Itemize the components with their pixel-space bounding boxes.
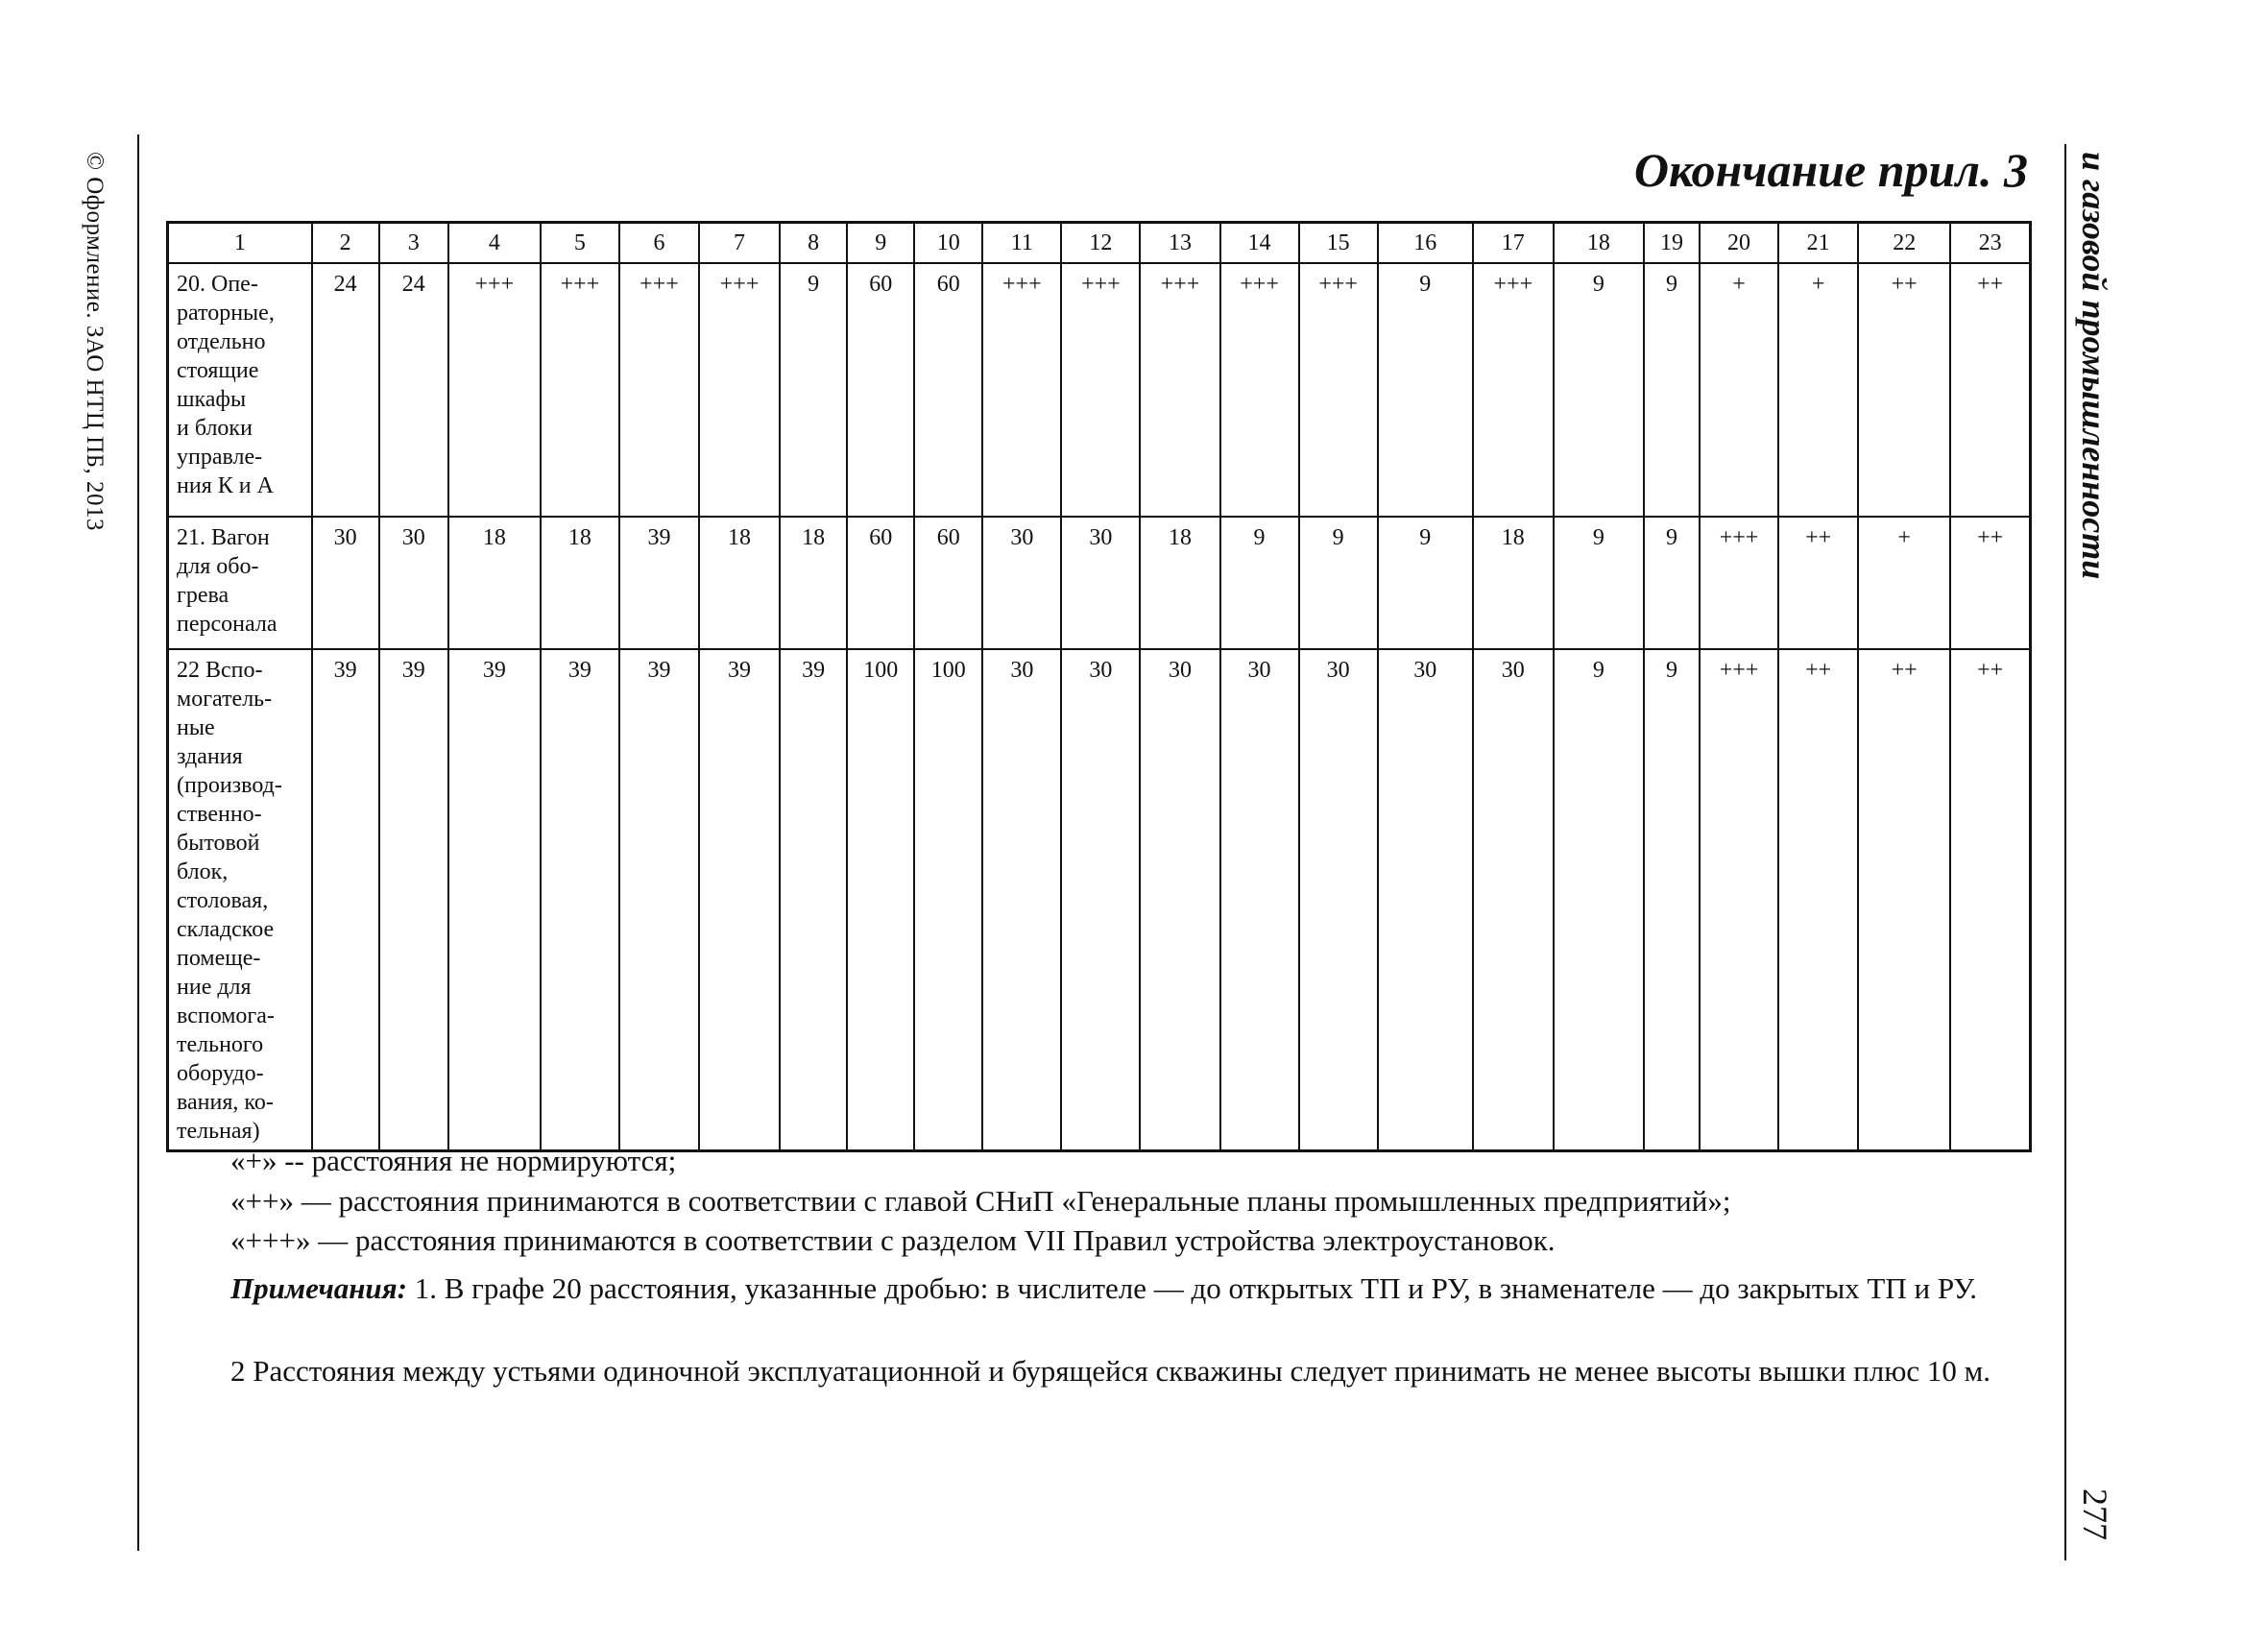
table-cell: +++ bbox=[1700, 649, 1778, 1151]
table-cell: 30 bbox=[1220, 649, 1299, 1151]
table-row bbox=[168, 263, 2031, 517]
table-cell: ++ bbox=[1778, 517, 1858, 649]
table-cell: 30 bbox=[1378, 649, 1473, 1151]
table-cell: 9 bbox=[1644, 649, 1700, 1151]
left-margin-rule bbox=[137, 134, 139, 1551]
copyright-notice: © Оформление. ЗАО НТЦ ПБ, 2013 bbox=[82, 152, 108, 532]
page-number: 277 bbox=[2076, 1488, 2114, 1540]
notes-heading: Примечания: bbox=[230, 1271, 407, 1305]
table-cell: 100 bbox=[847, 649, 914, 1151]
note-paragraph: 2 Расстояния между устьями одиночной эксплуатационной и бурящейся скважины следует принимать не менее высоты вышки плюс 10 м. bbox=[230, 1354, 1991, 1388]
table-cell: + bbox=[1700, 263, 1778, 517]
right-margin-rule bbox=[2064, 144, 2066, 1560]
column-header: 17 bbox=[1473, 223, 1554, 264]
note-text: 1. В графе 20 расстояния, указанные дробью: в числителе — до открытых ТП и РУ, в знаменателе — до закрытых ТП и РУ. bbox=[406, 1271, 1977, 1305]
table-cell: 9 bbox=[1554, 649, 1644, 1151]
section-title: Окончание прил. 3 bbox=[1633, 143, 2028, 197]
table-cell: 30 bbox=[1061, 649, 1140, 1151]
table-cell: 18 bbox=[1473, 517, 1554, 649]
column-header: 15 bbox=[1299, 223, 1378, 264]
table-cell: 24 bbox=[379, 263, 448, 517]
table-cell: +++ bbox=[448, 263, 541, 517]
table-cell: ++ bbox=[1950, 517, 2030, 649]
table-row bbox=[168, 517, 2031, 649]
table-cell: + bbox=[1858, 517, 1950, 649]
column-header: 4 bbox=[448, 223, 541, 264]
column-header: 2 bbox=[312, 223, 379, 264]
column-header: 20 bbox=[1700, 223, 1778, 264]
table-cell: 9 bbox=[780, 263, 847, 517]
table-cell: 30 bbox=[982, 517, 1061, 649]
table-cell: +++ bbox=[1061, 263, 1140, 517]
table-cell: 18 bbox=[541, 517, 619, 649]
table-cell: 30 bbox=[982, 649, 1061, 1151]
table-cell: 18 bbox=[1140, 517, 1219, 649]
table-cell: 39 bbox=[448, 649, 541, 1151]
table-cell: 9 bbox=[1299, 517, 1378, 649]
column-header: 22 bbox=[1858, 223, 1950, 264]
table-cell: +++ bbox=[1140, 263, 1219, 517]
table-cell: 9 bbox=[1554, 263, 1644, 517]
column-header: 23 bbox=[1950, 223, 2030, 264]
table-cell: 30 bbox=[379, 517, 448, 649]
table-cell: +++ bbox=[699, 263, 780, 517]
table-row bbox=[168, 649, 2031, 1151]
column-header: 3 bbox=[379, 223, 448, 264]
table-cell: 39 bbox=[541, 649, 619, 1151]
column-header: 6 bbox=[619, 223, 699, 264]
table-cell: +++ bbox=[1473, 263, 1554, 517]
column-header: 21 bbox=[1778, 223, 1858, 264]
note-paragraph bbox=[166, 1269, 2032, 1308]
column-header: 9 bbox=[847, 223, 914, 264]
table-cell: +++ bbox=[541, 263, 619, 517]
table-cell: 60 bbox=[847, 263, 914, 517]
legend-line: «+++» — расстояния принимаются в соответствии с разделом VII Правил устройства электроустановок. bbox=[230, 1223, 1556, 1257]
row-label: 22 Вспо- могатель- ные здания (производ- ственно- бытовой блок, столовая, складское помеще- ние для вспомога- тельного оборудо- вания, ко- тельная) bbox=[168, 649, 312, 1151]
table-cell: 39 bbox=[312, 649, 379, 1151]
table-cell: +++ bbox=[1299, 263, 1378, 517]
table-cell: 9 bbox=[1220, 517, 1299, 649]
table-cell: 39 bbox=[780, 649, 847, 1151]
column-header: 1 bbox=[168, 223, 312, 264]
table-cell: 18 bbox=[448, 517, 541, 649]
table-cell: ++ bbox=[1778, 649, 1858, 1151]
table-cell: +++ bbox=[1220, 263, 1299, 517]
column-header: 16 bbox=[1378, 223, 1473, 264]
running-head: и газовой промышленности bbox=[2075, 152, 2113, 580]
table-cell: ++ bbox=[1950, 263, 2030, 517]
table-cell: 30 bbox=[1061, 517, 1140, 649]
table-cell: 9 bbox=[1644, 263, 1700, 517]
table-cell: 30 bbox=[1140, 649, 1219, 1151]
column-header: 8 bbox=[780, 223, 847, 264]
table-cell: 100 bbox=[914, 649, 982, 1151]
column-header: 18 bbox=[1554, 223, 1644, 264]
table-cell: 39 bbox=[699, 649, 780, 1151]
table-cell: + bbox=[1778, 263, 1858, 517]
table-cell: 18 bbox=[699, 517, 780, 649]
table-cell: 39 bbox=[379, 649, 448, 1151]
table-cell: ++ bbox=[1858, 649, 1950, 1151]
table-cell: 30 bbox=[312, 517, 379, 649]
table-cell: 9 bbox=[1644, 517, 1700, 649]
table-cell: 9 bbox=[1378, 517, 1473, 649]
column-header: 12 bbox=[1061, 223, 1140, 264]
column-header: 19 bbox=[1644, 223, 1700, 264]
table-cell: ++ bbox=[1858, 263, 1950, 517]
column-header: 5 bbox=[541, 223, 619, 264]
column-header: 10 bbox=[914, 223, 982, 264]
table-cell: +++ bbox=[619, 263, 699, 517]
row-label: 21. Вагон для обо- грева персонала bbox=[168, 517, 312, 649]
row-label: 20. Опе- раторные, отдельно стоящие шкафы и блоки управле- ния К и А bbox=[168, 263, 312, 517]
table-cell: 18 bbox=[780, 517, 847, 649]
table-cell: 39 bbox=[619, 517, 699, 649]
table-cell: 24 bbox=[312, 263, 379, 517]
table-cell: 9 bbox=[1378, 263, 1473, 517]
legend-line: «+» -- расстояния не нормируются; bbox=[230, 1144, 677, 1177]
table-cell: 9 bbox=[1554, 517, 1644, 649]
column-header: 14 bbox=[1220, 223, 1299, 264]
table-cell: 30 bbox=[1473, 649, 1554, 1151]
table-cell: +++ bbox=[982, 263, 1061, 517]
table-cell: +++ bbox=[1700, 517, 1778, 649]
table-cell: 39 bbox=[619, 649, 699, 1151]
table-cell: 60 bbox=[914, 517, 982, 649]
table-cell: 30 bbox=[1299, 649, 1378, 1151]
column-header: 7 bbox=[699, 223, 780, 264]
distance-table bbox=[166, 221, 2032, 1152]
table-cell: 60 bbox=[914, 263, 982, 517]
legend-line: «++» — расстояния принимаются в соответствии с главой СНиП «Генеральные планы промышленных предприятий»; bbox=[230, 1184, 1731, 1218]
column-header: 13 bbox=[1140, 223, 1219, 264]
table-header-row bbox=[168, 223, 2031, 264]
table-cell: ++ bbox=[1950, 649, 2030, 1151]
table-cell: 60 bbox=[847, 517, 914, 649]
column-header: 11 bbox=[982, 223, 1061, 264]
